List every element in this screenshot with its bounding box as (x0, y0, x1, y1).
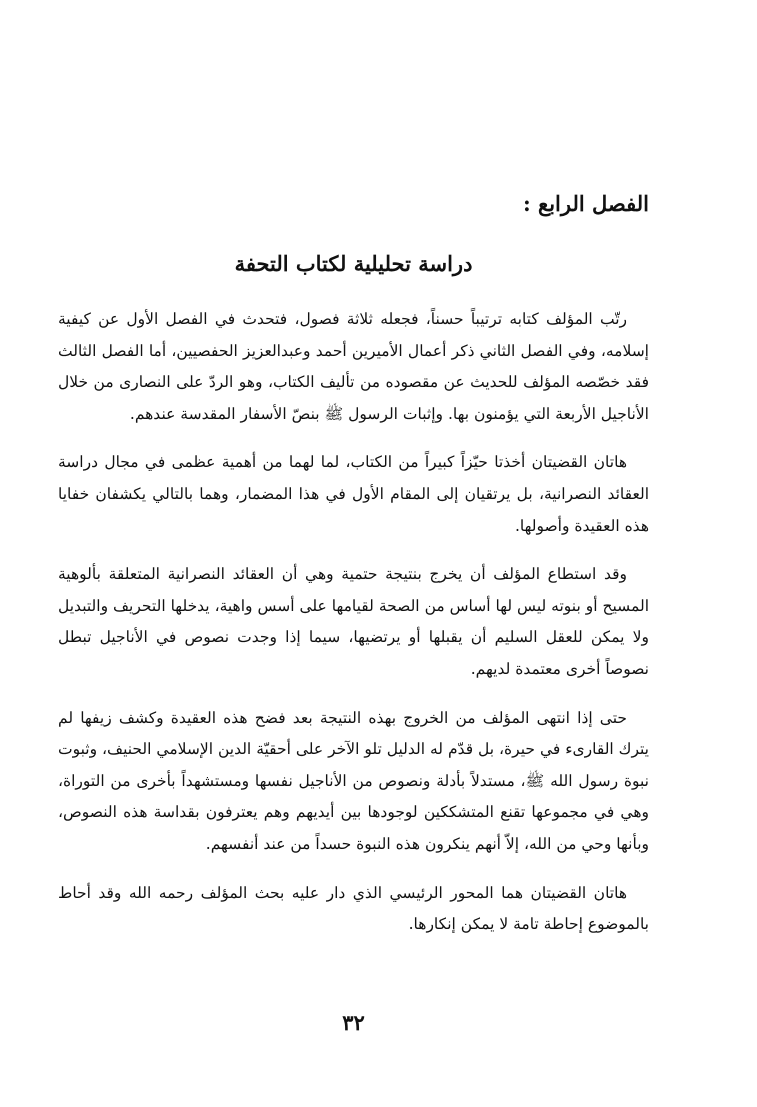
page-number: ٣٢ (342, 1010, 365, 1035)
book-page (58, 0, 649, 1107)
chapter-label: الفصل الرابع : (522, 191, 649, 216)
chapter-title: دراسة تحليلية لكتاب التحفة (234, 251, 473, 276)
paragraph: هاتان القضيتان أخذتا حيّزاً كبيراً من الكتاب، لما لهما من أهمية عظمى في مجال دراسة العقائد النصرانية، بل يرتقيان إلى المقام الأول في هذا المضمار، وهما بالتالي يكشفان خفايا هذه العقيدة وأصولها. (58, 453, 649, 535)
paragraph: رتّب المؤلف كتابه ترتيباً حسناً، فجعله ثلاثة فصول، فتحدث في الفصل الأول عن كيفية إسلامه، وفي الفصل الثاني ذكر أعمال الأميرين أحمد وعبدالعزيز الحفصيين، أما الفصل الثالث فقد خصّصه المؤلف للحديث عن مقصوده من تأليف الكتاب، وهو الردّ على النصارى من خلال الأناجيل الأربعة التي يؤمنون بها. وإثبات الرسول ﷺ بنصّ الأسفار المقدسة عندهم. (58, 310, 649, 423)
chapter-body (58, 304, 649, 958)
paragraph: هاتان القضيتان هما المحور الرئيسي الذي دار عليه بحث المؤلف رحمه الله وقد أحاط بالموضوع إحاطة تامة لا يمكن إنكارها. (58, 883, 649, 934)
paragraph: حتى إذا انتهى المؤلف من الخروج بهذه النتيجة بعد فضح هذه العقيدة وكشف زيفها لم يترك القارىء في حيرة، بل قدّم له الدليل تلو الآخر على أحقيّة الدين الإسلامي الحنيف، وثبوت نبوة رسول الله ﷺ، مستدلاً بأدلة ونصوص من الأناجيل نفسها ومستشهداً بأخرى من التوراة، وهي في مجموعها تقنع المتشككين لوجودها بين أيديهم وهم يعترفون بقداسة هذه النصوص، وبأنها وحي من الله، إلاّ أنهم ينكرون هذه النبوة حسداً من عند أنفسهم. (58, 708, 649, 853)
paragraph: وقد استطاع المؤلف أن يخرج بنتيجة حتمية وهي أن العقائد النصرانية المتعلقة بألوهية المسيح أو بنوته ليس لها أساس من الصحة لقيامها على أسس واهية، يدخلها التحريف والتبديل ولا يمكن للعقل السليم أن يقبلها أو يرتضيها، سيما إذا وجدت نصوص في الأناجيل تبطل نصوصاً أخرى معتمدة لديهم. (58, 565, 649, 678)
